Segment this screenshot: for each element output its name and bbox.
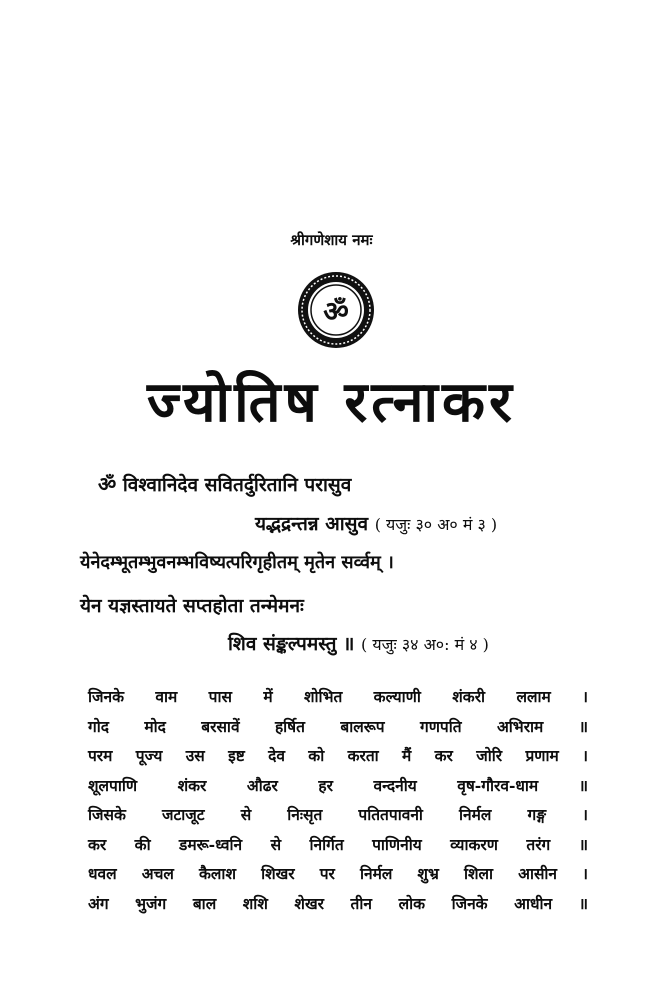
mantra-line-5 <box>228 630 489 656</box>
verse-line: जिनके वाम पास में शोभित कल्याणी शंकरी ललाम । <box>88 687 588 706</box>
verse-line: कर की डमरू-ध्वनि से निर्गित पाणिनीय व्याकरण तरंग ॥ <box>88 834 588 854</box>
verse-line: शूलपाणि शंकर औढर हर वन्दनीय वृष-गौरव-धाम ॥ <box>88 775 588 795</box>
verse-line: धवल अचल कैलाश शिखर पर निर्मल शुभ्र शिला आसीन । <box>88 864 588 883</box>
verse-line: परम पूज्य उस इष्ट देव को करता मैं कर जोरि प्रणाम । <box>88 746 588 765</box>
mantra-reference-1: ( यजुः ३० अ० मं ३ ) <box>374 515 498 534</box>
book-title: ज्योतिष रत्नाकर <box>147 369 516 435</box>
verse-block <box>88 682 588 918</box>
verse-line: जिसके जटाजूट से निःसृत पतितपावनी निर्मल गङ्ग । <box>88 805 588 824</box>
verse-line: अंग भुजंग बाल शशि शेखर तीन लोक जिनके आधीन ॥ <box>88 893 588 913</box>
mantra-reference-2: ( यजुः ३४ अ०: मं ४ ) <box>361 635 489 654</box>
mantra-line-1 <box>98 470 351 497</box>
om-seal-icon <box>296 270 376 350</box>
invocation-line: श्रीगणेशाय नमः <box>290 231 373 249</box>
verse-line: गोद मोद बरसावें हर्षित बालरूप गणपति अभिराम ॥ <box>88 716 588 736</box>
mantra-line-1-text: विश्वानिदेव सवितर्दुरितानि परासुव <box>122 474 352 496</box>
mantra-line-2-text: यद्भद्रन्तन्न आसुव <box>255 513 369 535</box>
mantra-line-3: येनेदम्भूतम्भुवनम्भविष्यत्परिगृहीतम् मृतेन सर्व्वम् । <box>80 552 394 573</box>
om-symbol: ॐ <box>323 295 349 328</box>
mantra-line-4: येन यज्ञस्तायते सप्तहोता तन्मेमनः <box>80 595 304 617</box>
om-glyph: ॐ <box>98 472 117 496</box>
mantra-line-2 <box>255 510 497 536</box>
mantra-line-5-text: शिव संङ्कल्पमस्तु ॥ <box>228 633 355 655</box>
